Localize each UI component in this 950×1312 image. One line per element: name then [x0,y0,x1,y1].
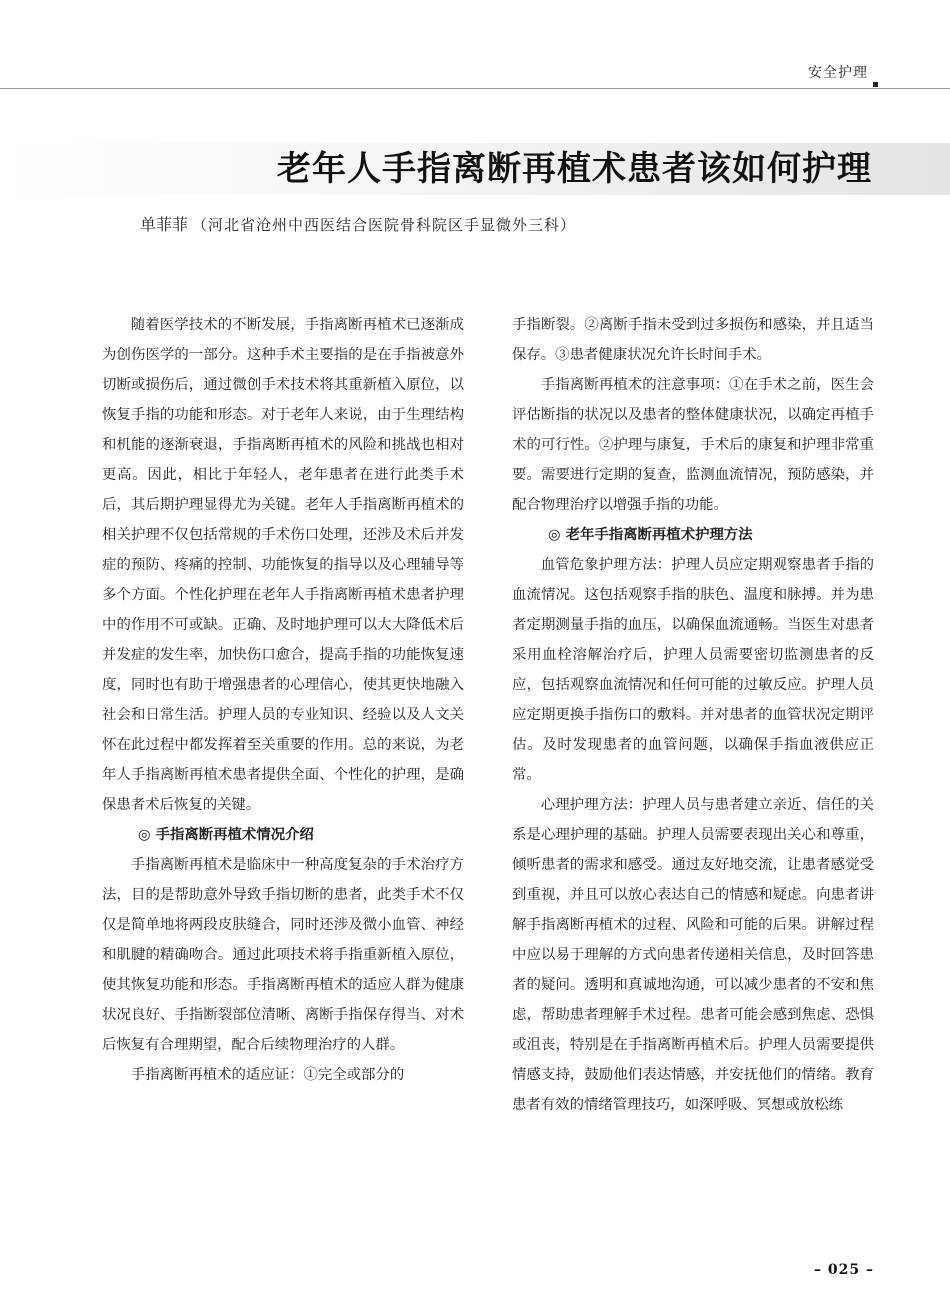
header-square-marker [873,82,878,87]
body-paragraph: 手指离断再植术是临床中一种高度复杂的手术治疗方法，目的是帮助意外导致手指切断的患者，此类手术不仅仅是简单地将两段皮肤缝合，同时还涉及微小血管、神经和肌腱的精确吻合。通过此项技术将手指重新植入原位，使其恢复功能和形态。手指离断再植术的适应人群为健康状况良好、手指断裂部位清晰、离断手指保存得当、对术后恢复有合理期望，配合后续物理治疗的人群。 [102,857,464,1053]
body-paragraph: 手指离断再植术的注意事项：①在手术之前，医生会评估断指的状况以及患者的整体健康状况，以确定再植手术的可行性。②护理与康复，手术后的康复和护理非常重要。需要进行定期的复查，监测血流情况，预防感染，并配合物理治疗以增强手指的功能。 [512,377,874,513]
left-column [102,310,464,1090]
byline [140,212,576,235]
author-affiliation: （河北省沧州中西医结合医院骨科院区手显微外三科） [192,216,577,234]
body-paragraph: 血管危象护理方法：护理人员应定期观察患者手指的血流情况。这包括观察手指的肤色、温度和脉搏。并为患者定期测量手指的血压，以确保血流通畅。当医生对患者采用血栓溶解治疗后，护理人员需要密切监测患者的反应，包括观察血流情况和任何可能的过敏反应。护理人员应定期更换手指伤口的敷料。并对患者的血管状况定期评估。及时发现患者的血管问题，以确保手指血液供应正常。 [512,557,874,783]
body-paragraph: 手指离断再植术的适应证：①完全或部分的 [130,1067,405,1083]
body-paragraph: 心理护理方法：护理人员与患者建立亲近、信任的关系是心理护理的基础。护理人员需要表现出关心和尊重，倾听患者的需求和感受。通过友好地交流，让患者感觉受到重视，并且可以放心表达自己的情感和疑虑。向患者讲解手指离断再植术的过程、风险和可能的后果。讲解过程中应以易于理解的方式向患者传递相关信息，及时回答患者的疑问。透明和真诚地沟通，可以减少患者的不安和焦虑，帮助患者理解手术过程。患者可能会感到焦虑、恐惧或沮丧，特别是在手指离断再植术后。护理人员需要提供情感支持，鼓励他们表达情感，并安抚他们的情绪。教育患者有效的情绪管理技巧，如深呼吸、冥想或放松练 [512,797,874,1113]
body-paragraph-continued: 手指断裂。②离断手指未受到过多损伤和感染，并且适当保存。③患者健康状况允许长时间手术。 [512,317,874,363]
page-number: – 025 – [814,1262,874,1278]
journal-section-label: 安全护理 [808,65,868,81]
header-rule [0,88,950,89]
article-title: 老年人手指离断再植术患者该如何护理 [277,149,872,189]
author-name: 单菲菲 [140,215,189,234]
section-heading-introduction: ◎ 手指离断再植术情况介绍 [138,826,314,843]
right-column [512,310,874,1120]
section-heading-nursing-methods: ◎ 老年手指离断再植术护理方法 [548,526,753,543]
intro-paragraph: 随着医学技术的不断发展，手指离断再植术已逐渐成为创伤医学的一部分。这种手术主要指的是在手指被意外切断或损伤后，通过微创手术技术将其重新植入原位，以恢复手指的功能和形态。对于老年人来说，由于生理结构和机能的逐渐衰退，手指离断再植术的风险和挑战也相对更高。因此，相比于年轻人，老年患者在进行此类手术后，其后期护理显得尤为关键。老年人手指离断再植术的相关护理不仅包括常规的手术伤口处理，还涉及术后并发症的预防、疼痛的控制、功能恢复的指导以及心理辅导等多个方面。个性化护理在老年人手指离断再植术患者护理中的作用不可或缺。正确、及时地护理可以大大降低术后并发症的发生率，加快伤口愈合，提高手指的功能恢复速度，同时也有助于增强患者的心理信心，使其更快地融入社会和日常生活。护理人员的专业知识、经验以及人文关怀在此过程中都发挥着至关重要的作用。总的来说，为老年人手指离断再植术患者提供全面、个性化的护理，是确保患者术后恢复的关键。 [102,317,464,813]
